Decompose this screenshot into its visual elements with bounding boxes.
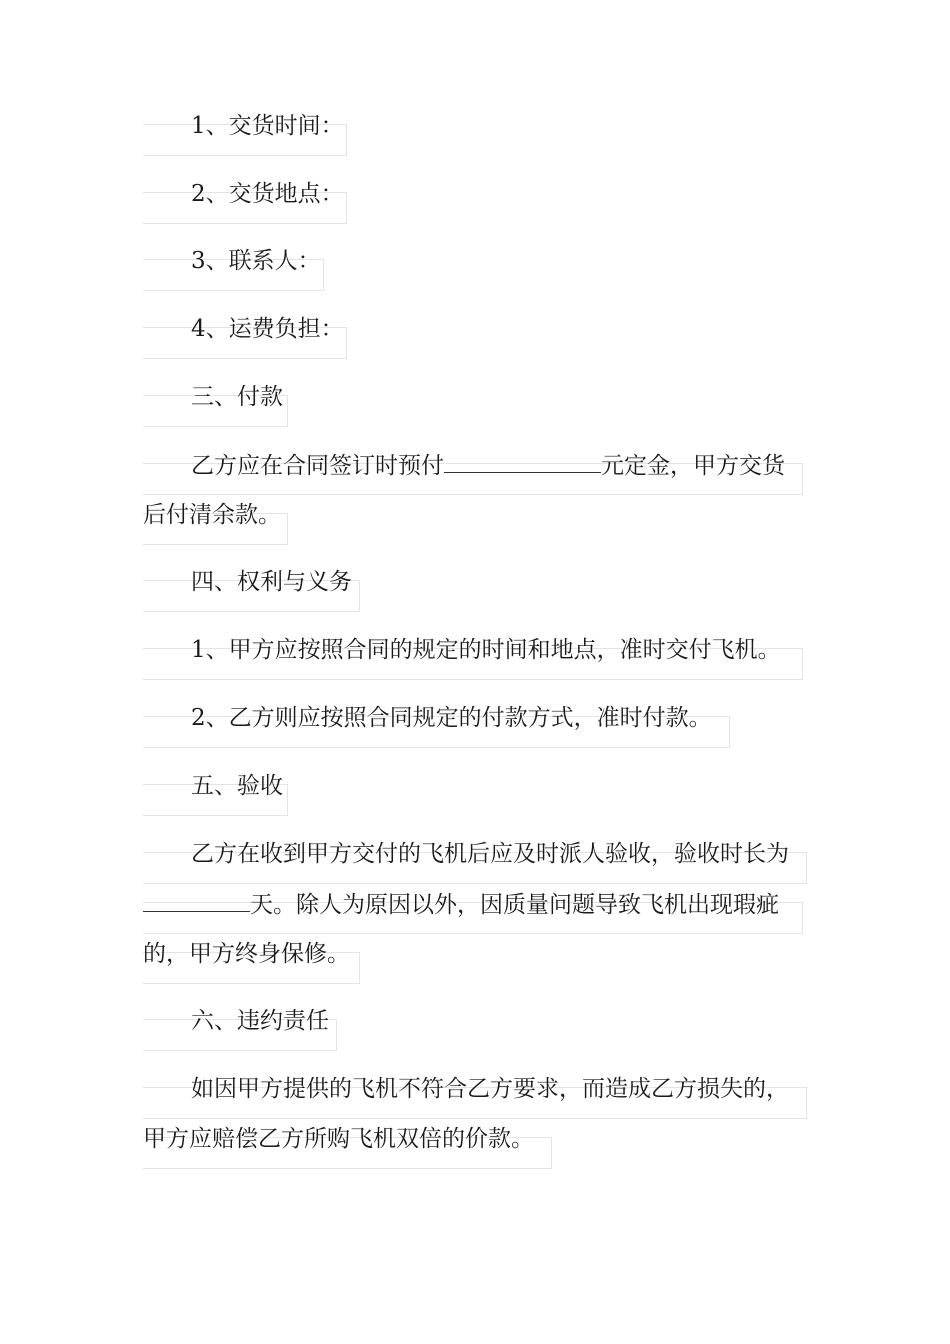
rights-heading-line <box>143 569 360 612</box>
breach-text-1: 如因甲方提供的飞机不符合乙方要求，而造成乙方损失的， <box>191 1076 789 1102</box>
rights-item-1: 1、甲方应按照合同的规定的时间和地点，准时交付飞机。 <box>191 637 781 663</box>
payment-heading-line <box>143 384 288 427</box>
contact-label: 3、联系人： <box>191 248 321 274</box>
freight-label: 4、运费负担： <box>191 316 344 342</box>
rights-heading: 四、权利与义务 <box>191 569 352 595</box>
payment-text-before-blank: 乙方应在合同签订时预付 <box>191 453 444 479</box>
acceptance-heading: 五、验收 <box>191 773 283 799</box>
breach-heading-line <box>143 1008 337 1051</box>
acceptance-line-2 <box>143 892 803 934</box>
payment-remainder-text: 后付清余款。 <box>143 502 281 528</box>
deposit-amount-blank <box>444 450 601 473</box>
acceptance-heading-line <box>143 773 288 816</box>
contact-line <box>143 248 324 291</box>
acceptance-text-2: 天。除人为原因以外，因质量问题导致飞机出现瑕疵 <box>250 892 779 918</box>
payment-text-after-blank: 元定金，甲方交货 <box>601 453 785 479</box>
delivery-place-label: 2、交货地点： <box>191 181 344 207</box>
payment-line-2 <box>143 502 288 545</box>
delivery-time-label: 1、交货时间： <box>191 113 344 139</box>
freight-line <box>143 316 347 359</box>
payment-line-1 <box>143 453 803 495</box>
breach-text-2: 甲方应赔偿乙方所购飞机双倍的价款。 <box>143 1126 534 1152</box>
breach-heading: 六、违约责任 <box>191 1008 329 1034</box>
acceptance-line-1 <box>143 841 807 884</box>
delivery-time-line <box>143 113 347 156</box>
payment-heading: 三、付款 <box>191 384 283 410</box>
rights-item-2: 2、乙方则应按照合同规定的付款方式，准时付款。 <box>191 705 712 731</box>
inspection-days-blank <box>143 889 250 912</box>
acceptance-line-3 <box>143 941 360 984</box>
rights-item-2-line <box>143 705 730 748</box>
delivery-place-line <box>143 181 347 224</box>
breach-line-1 <box>143 1076 807 1119</box>
breach-line-2 <box>143 1126 552 1169</box>
rights-item-1-line <box>143 637 803 680</box>
acceptance-text-3: 的，甲方终身保修。 <box>143 941 350 967</box>
acceptance-text-1: 乙方在收到甲方交付的飞机后应及时派人验收，验收时长为 <box>191 841 789 867</box>
